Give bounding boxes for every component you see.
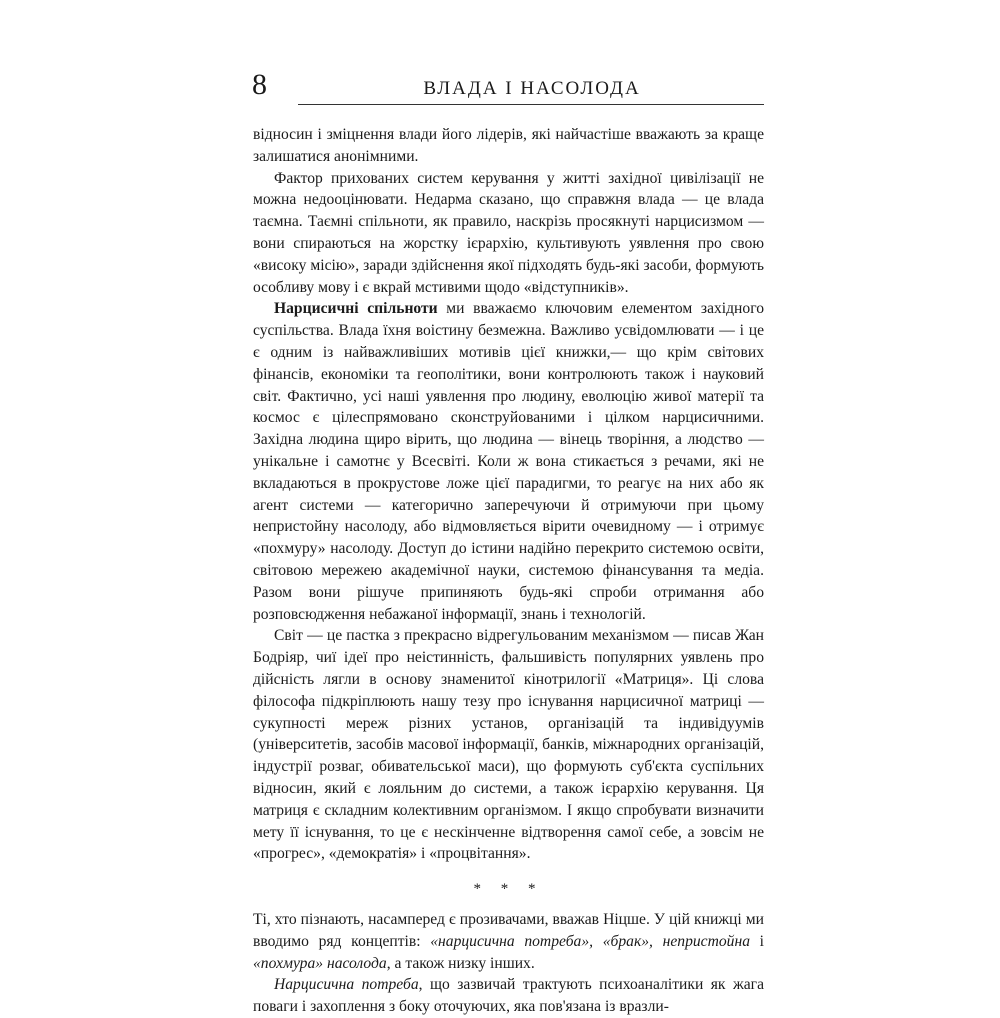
paragraph-3-text: ми вважаємо ключовим елементом західного суспільства. Влада їхня воістину безмежна. Важливо усвідомлювати — і це є одним із найважливіших мотивів цієї книжки,— що крім світових фінансів, економіки та геополітики, вони контролюють також і науковий світ. Фактично, усі наші уявлення про людину, еволюцію живої матерії та космос є цілеспрямовано сконструйованими і цілком нарцисичними. Західна людина щиро вірить, що людина — вінець творіння, а людство — унікальне і самотнє у Всесвіті. Коли ж вона стикається з речами, які не вкладаються в прокрустове ложе цієї парадигми, то реагує на них або як агент системи — категорично заперечуючи й отримуючи при цьому непристойну насолоду, або відмовляється вірити очевидному — і отримує «похмуру» насолоду. Доступ до істини надійно перекрито системою освіти, світовою мережею академічної науки, системою фінансування та медіа. Разом вони рішуче припиняють будь-які спроби отримання або розповсюдження небажаної інформації, знань і технологій.: [253, 300, 764, 623]
paragraph-5-text-c: , а також низку інших.: [386, 954, 535, 972]
paragraph-3: [253, 298, 764, 625]
paragraph-6-text: , що зазвичай трактують психоаналітики як жага поваги і захоплення з боку оточуючих, яка пов'язана із вразли-: [253, 976, 764, 1016]
paragraph-5-text-a: Ті, хто пізнають, насамперед є прозивачами, вважав Ніцше. У цій книжці ми вводимо ряд концептів:: [253, 911, 764, 950]
paragraph-5: [253, 909, 764, 974]
page-body: [253, 124, 764, 1018]
italic-terms-2: «похмура» насолода: [253, 954, 387, 972]
bold-term: Нарцисичні спільноти: [274, 300, 438, 318]
italic-terms-1: «нарцисична потреба», «брак», непристойна: [430, 932, 750, 950]
page-number: 8: [252, 68, 267, 101]
paragraph-6: [253, 974, 764, 1018]
italic-term: Нарцисична потреба: [274, 976, 419, 994]
section-separator: * * *: [473, 881, 544, 898]
header-rule: [298, 104, 764, 105]
paragraph-5-text-b: і: [750, 932, 765, 950]
paragraph-4: Світ — це пастка з прекрасно відрегульованим механізмом — писав Жан Бодріяр, чиї ідеї про неістинність, фальшивість популярних уявлень про дійсність лягли в основу знаменитої кінотрилогії «Матриця». Ці слова філософа підкріплюють нашу тезу про існування нарцисичної матриці — сукупності мереж різних установ, організацій та індивідуумів (університетів, засобів масової інформації, банків, міжнародних організацій, індустрії розваг, обивательської маси), що формують суб'єкта суспільних відносин, який є лояльним до системи, а також ієрархію керування. Ця матриця є складним колективним організмом. І якщо спробувати визначити мету її існування, то це є нескінченне відтворення самої себе, а зовсім не «прогрес», «демократія» і «процвітання».: [253, 627, 764, 863]
running-head: ВЛАДА І НАСОЛОДА: [423, 78, 641, 99]
paragraph-2: Фактор прихованих систем керування у житті західної цивілізації не можна недооцінювати. Недарма сказано, що справжня влада — це влада таємна. Таємні спільноти, як правило, наскрізь просякнуті нарцисизмом — вони спираються на жорстку ієрархію, культивують уявлення про свою «високу місію», заради здійснення якої підходять будь-які засоби, формують особливу мову і є вкрай мстивими щодо «відступників».: [253, 169, 764, 296]
paragraph-1: відносин і зміцнення влади його лідерів, які найчастіше вважають за краще залишатися анонімними.: [253, 126, 764, 165]
